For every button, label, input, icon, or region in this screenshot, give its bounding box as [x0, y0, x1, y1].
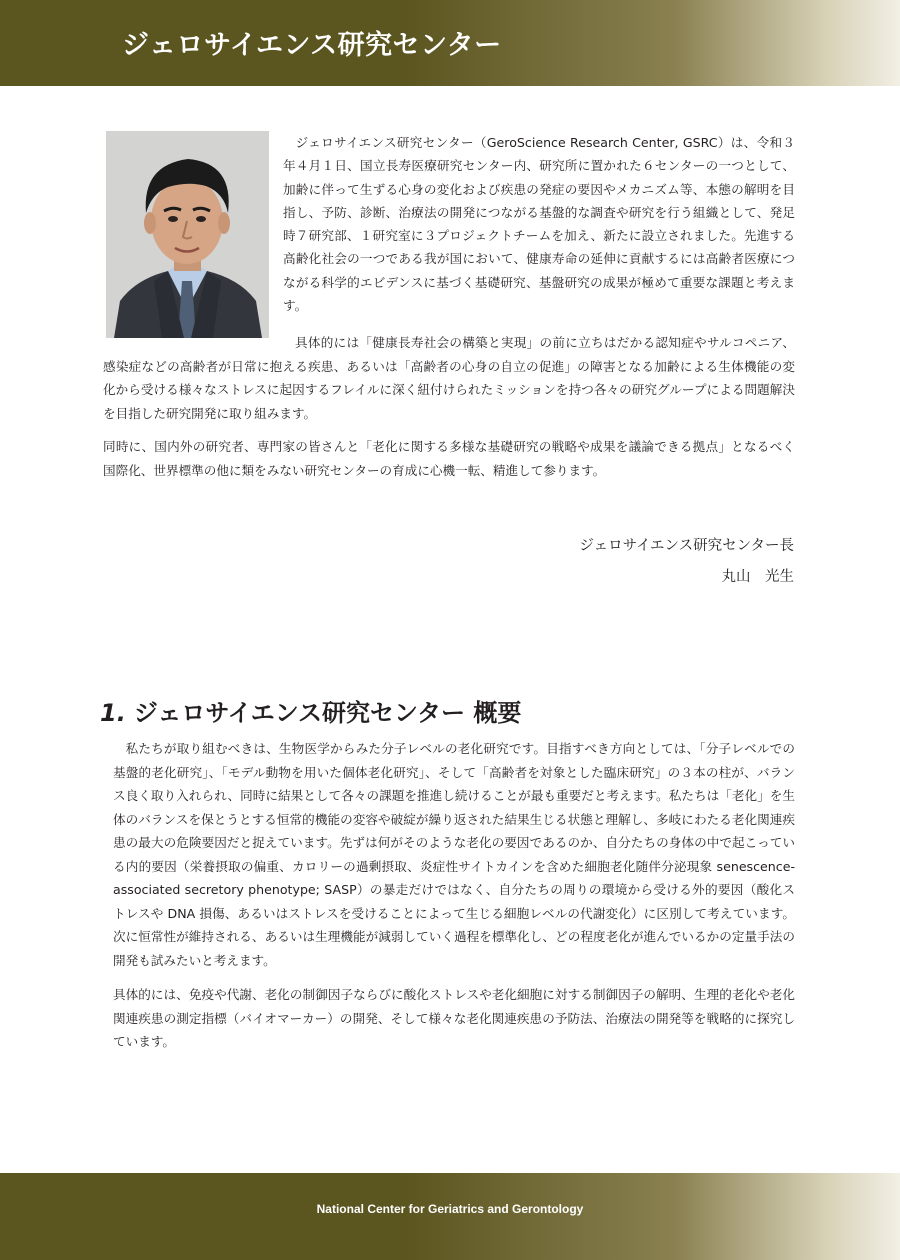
section-number: 1.	[100, 699, 126, 727]
page-title: ジェロサイエンス研究センター	[122, 30, 502, 61]
footer-text: National Center for Geriatrics and Gerontology	[316, 1202, 584, 1216]
director-portrait	[106, 131, 269, 338]
intro-paragraph-3: 同時に、国内外の研究者、専門家の皆さんと「老化に関する多様な基礎研究の戦略や成果を議論できる拠点」となるべく国際化、世界標準の他に類をみない研究センターの育成に心機一転、精進して参ります。	[103, 439, 795, 478]
signature-name: 丸山 光生	[721, 569, 794, 585]
intro-paragraph-1: ジェロサイエンス研究センター（GeroScience Research Center, GSRC）は、令和３年４月１日、国立長寿医療研究センター内、研究所に置かれた６センターの一つとして、加齢に伴って生ずる心身の変化および疾患の発症の要因やメカニズム等、本態の解明を目指し、予防、診断、治療法の開発につながる基盤的な調査や研究を行う組織として、発足時７研究部、１研究室に３プロジェクトチームを加え、新たに設立されました。先進する高齢化社会の一つである我が国において、健康寿命の延伸に貢献するには高齢者医療につながる科学的エビデンスに基づく基礎研究、基盤研究の成果が極めて重要な課題と考えます。	[283, 135, 795, 314]
signature-block	[579, 531, 794, 593]
signature-title: ジェロサイエンス研究センター長	[579, 538, 794, 554]
intro-paragraph-2: 具体的には「健康長寿社会の構築と実現」の前に立ちはだかる認知症やサルコペニア、感染症などの高齢者が日常に抱える疾患、あるいは「高齢者の心身の自立の促進」の障害となる加齢による生体機能の変化から受ける様々なストレスに起因するフレイルに深く紐付けられたミッションを持つ各々の研究グループによる問題解決を目指した研究開発に取り組みます。	[103, 335, 796, 421]
section-heading	[100, 696, 521, 730]
section-paragraph-1: 私たちが取り組むべきは、生物医学からみた分子レベルの老化研究です。目指すべき方向としては、「分子レベルでの基盤的老化研究」、「モデル動物を用いた個体老化研究」、そして「高齢者を対象とした臨床研究」の３本の柱が、バランス良く取り入れられ、同時に結果として各々の課題を推進し続けることが最も重要だと考えます。私たちは「老化」を生体のバランスを保とうとする恒常的機能の変容や破綻が繰り返された結果生じる状態と理解し、多岐にわたる老化関連疾患の最大の危険要因だと捉えています。先ずは何がそのような老化の要因であるのか、自分たちの身体の中で起こっている内的要因（栄養摂取の偏重、カロリーの過剰摂取、炎症性サイトカインを含めた細胞老化随伴分泌現象 senescence-associated secretory phenotype; SASP）の暴走だけではなく、自分たちの周りの環境から受ける外的要因（酸化ストレスや DNA 損傷、あるいはストレスを受けることによって生じる細胞レベルの代謝変化）に区別して考えています。次に恒常性が維持される、あるいは生理機能が減弱していく過程を標準化し、どの程度老化が進んでいるかの定量手法の開発も試みたいと考えます。	[113, 741, 796, 968]
section-title: ジェロサイエンス研究センター 概要	[133, 699, 522, 727]
section-paragraph-2: 具体的には、免疫や代謝、老化の制御因子ならびに酸化ストレスや老化細胞に対する制御因子の解明、生理的老化や老化関連疾患の測定指標（バイオマーカー）の開発、そして様々な老化関連疾患の予防法、治療法の開発等を戦略的に探究しています。	[113, 987, 795, 1049]
portrait-illustration	[106, 131, 269, 338]
